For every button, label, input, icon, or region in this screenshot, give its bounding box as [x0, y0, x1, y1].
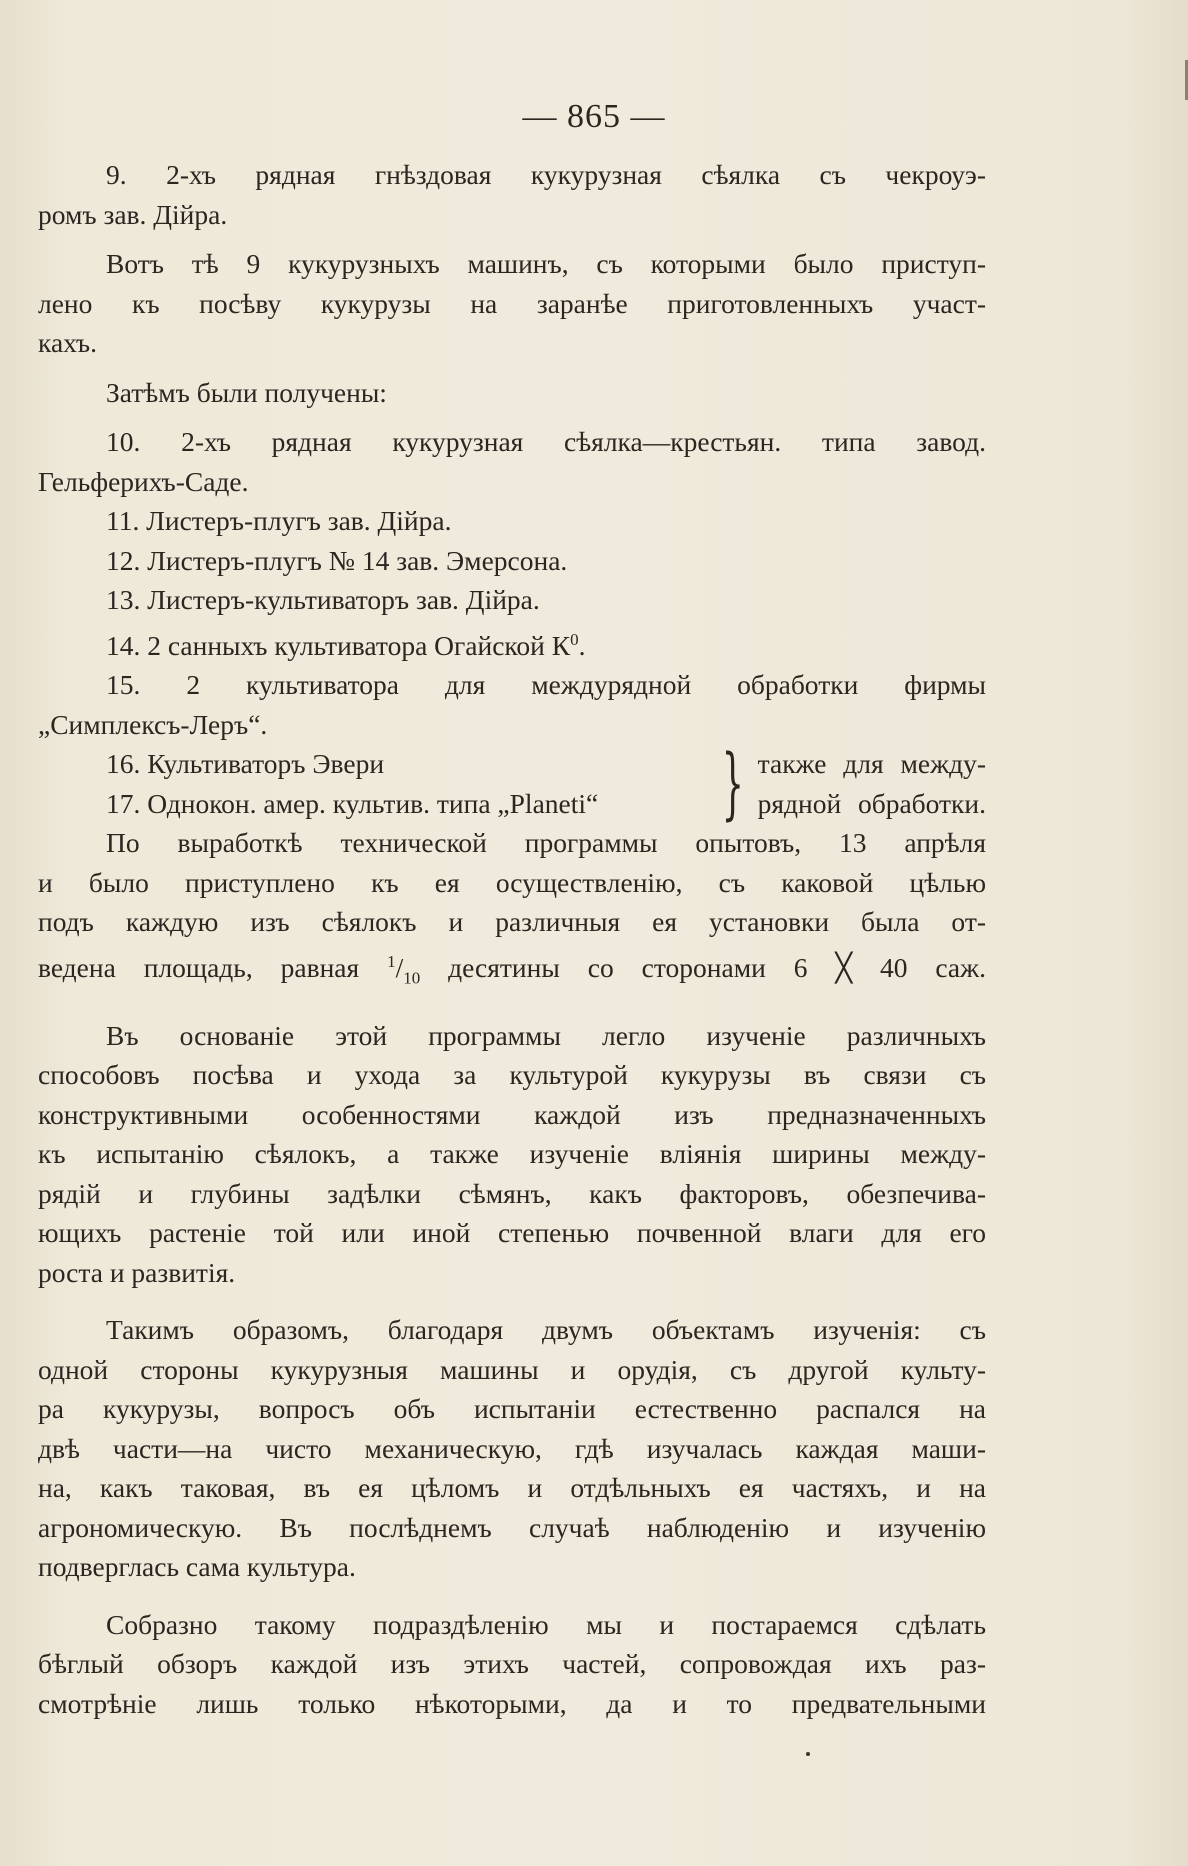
superscript: 0 [570, 629, 579, 649]
text-line: 9. 2-хъ рядная гнѣздовая кукурузная сѣялка съ чекроуэ- [106, 159, 986, 190]
ink-speck [806, 1752, 810, 1756]
text-span: . [578, 629, 586, 661]
text-line: 16. Культиваторъ Эвери [106, 748, 385, 780]
fraction-numerator: 1 [387, 951, 396, 971]
brace-group [38, 738, 986, 829]
text-line: кахъ. [38, 327, 97, 358]
text-line: на, какъ таковая, въ ея цѣломъ и отдѣльныхъ ея частяхъ, и на [38, 1472, 986, 1504]
text-line: 17. Однокон. амер. культив. типа „Planeti“ [106, 787, 599, 819]
text-line: 15. 2 культиватора для междурядной обработки фирмы [106, 669, 986, 701]
text-line: ведена площадь, равная $^1/_{10}$ десятины со сторонами 6 ╳ 40 саж. [38, 951, 986, 988]
text-line: Такимъ образомъ, благодаря двумъ объектамъ изученія: съ [106, 1314, 986, 1346]
text-line: ра кукурузы, вопросъ объ испытаніи естественно распался на [38, 1393, 986, 1425]
text-line: подверглась сама культура. [38, 1551, 356, 1583]
text-line: къ испытанію сѣялокъ, а также изученіе вліянія ширины между- [38, 1138, 986, 1170]
text-line: Гельферихъ-Саде. [38, 465, 249, 497]
text-line: двѣ части—на чисто механическую, гдѣ изучалась каждая маши- [38, 1432, 986, 1464]
text-line: агрономическую. Въ послѣднемъ случаѣ наблюденію и изученію [38, 1511, 986, 1543]
text-line: Въ основаніе этой программы легло изученіе различныхъ [106, 1019, 986, 1051]
text-line: Затѣмъ были получены: [106, 376, 387, 408]
text-line: „Симплексъ-Леръ“. [38, 708, 268, 740]
brace-note [758, 744, 986, 823]
text-span: ведена площадь, равная [38, 951, 388, 983]
text-line: 10. 2-хъ рядная кукурузная сѣялка—крестьян. типа завод. [106, 426, 986, 457]
text-line: лено къ посѣву кукурузы на заранѣе приготовленныхъ участ- [38, 287, 986, 319]
fraction-denominator: 10 [403, 968, 421, 988]
text-line: ромъ зав. Дійра. [38, 198, 228, 230]
text-line: 11. Листеръ-плугъ зав. Дійра. [106, 505, 452, 536]
text-line: рядной обработки. [757, 787, 986, 819]
text-line: одной стороны кукурузныя машины и орудія, съ другой культу- [38, 1353, 986, 1385]
text-span: 14. 2 санныхъ культиватора Огайской К [106, 629, 571, 661]
curly-brace: } [721, 738, 744, 829]
text-line: подъ каждую изъ сѣялокъ и различныя ея установки была от- [38, 906, 986, 938]
text-line: Вотъ тѣ 9 кукурузныхъ машинъ, съ которыми было приступ- [106, 248, 986, 279]
text-line: бѣглый обзоръ каждой изъ этихъ частей, сопровождая ихъ раз- [38, 1648, 986, 1680]
text-line: По выработкѣ технической программы опытовъ, 13 апрѣля [106, 827, 986, 859]
text-span: десятины со сторонами 6 ╳ 40 саж. [420, 951, 986, 983]
text-line: смотрѣніе лишь только нѣкоторыми, да и то предвательными [38, 1687, 986, 1719]
page-text [38, 155, 986, 1723]
text-line: и было приступлено къ ея осуществленію, съ каковой цѣлью [38, 866, 986, 898]
text-line: 12. Листеръ-плугъ № 14 зав. Эмерсона. [106, 544, 568, 576]
text-line: 13. Листеръ-культиваторъ зав. Дійра. [106, 584, 540, 615]
text-line: рядій и глубины задѣлки сѣмянъ, какъ факторовъ, обезпечива- [38, 1177, 986, 1209]
text-line: ющихъ растеніе той или иной степенью почвенной влаги для его [38, 1217, 986, 1249]
text-line: также для между- [757, 748, 986, 780]
text-line: роста и развитія. [38, 1256, 236, 1288]
text-line [38, 620, 986, 666]
brace-items [38, 744, 708, 823]
text-line: Собразно такому подраздѣленію мы и постараемся сдѣлать [106, 1608, 986, 1640]
page-number: — 865 — [522, 98, 666, 135]
text-line: конструктивными особенностями каждой изъ предназначенныхъ [38, 1098, 986, 1130]
text-line: способовъ посѣва и ухода за культурой кукурузы въ связи съ [38, 1059, 986, 1091]
